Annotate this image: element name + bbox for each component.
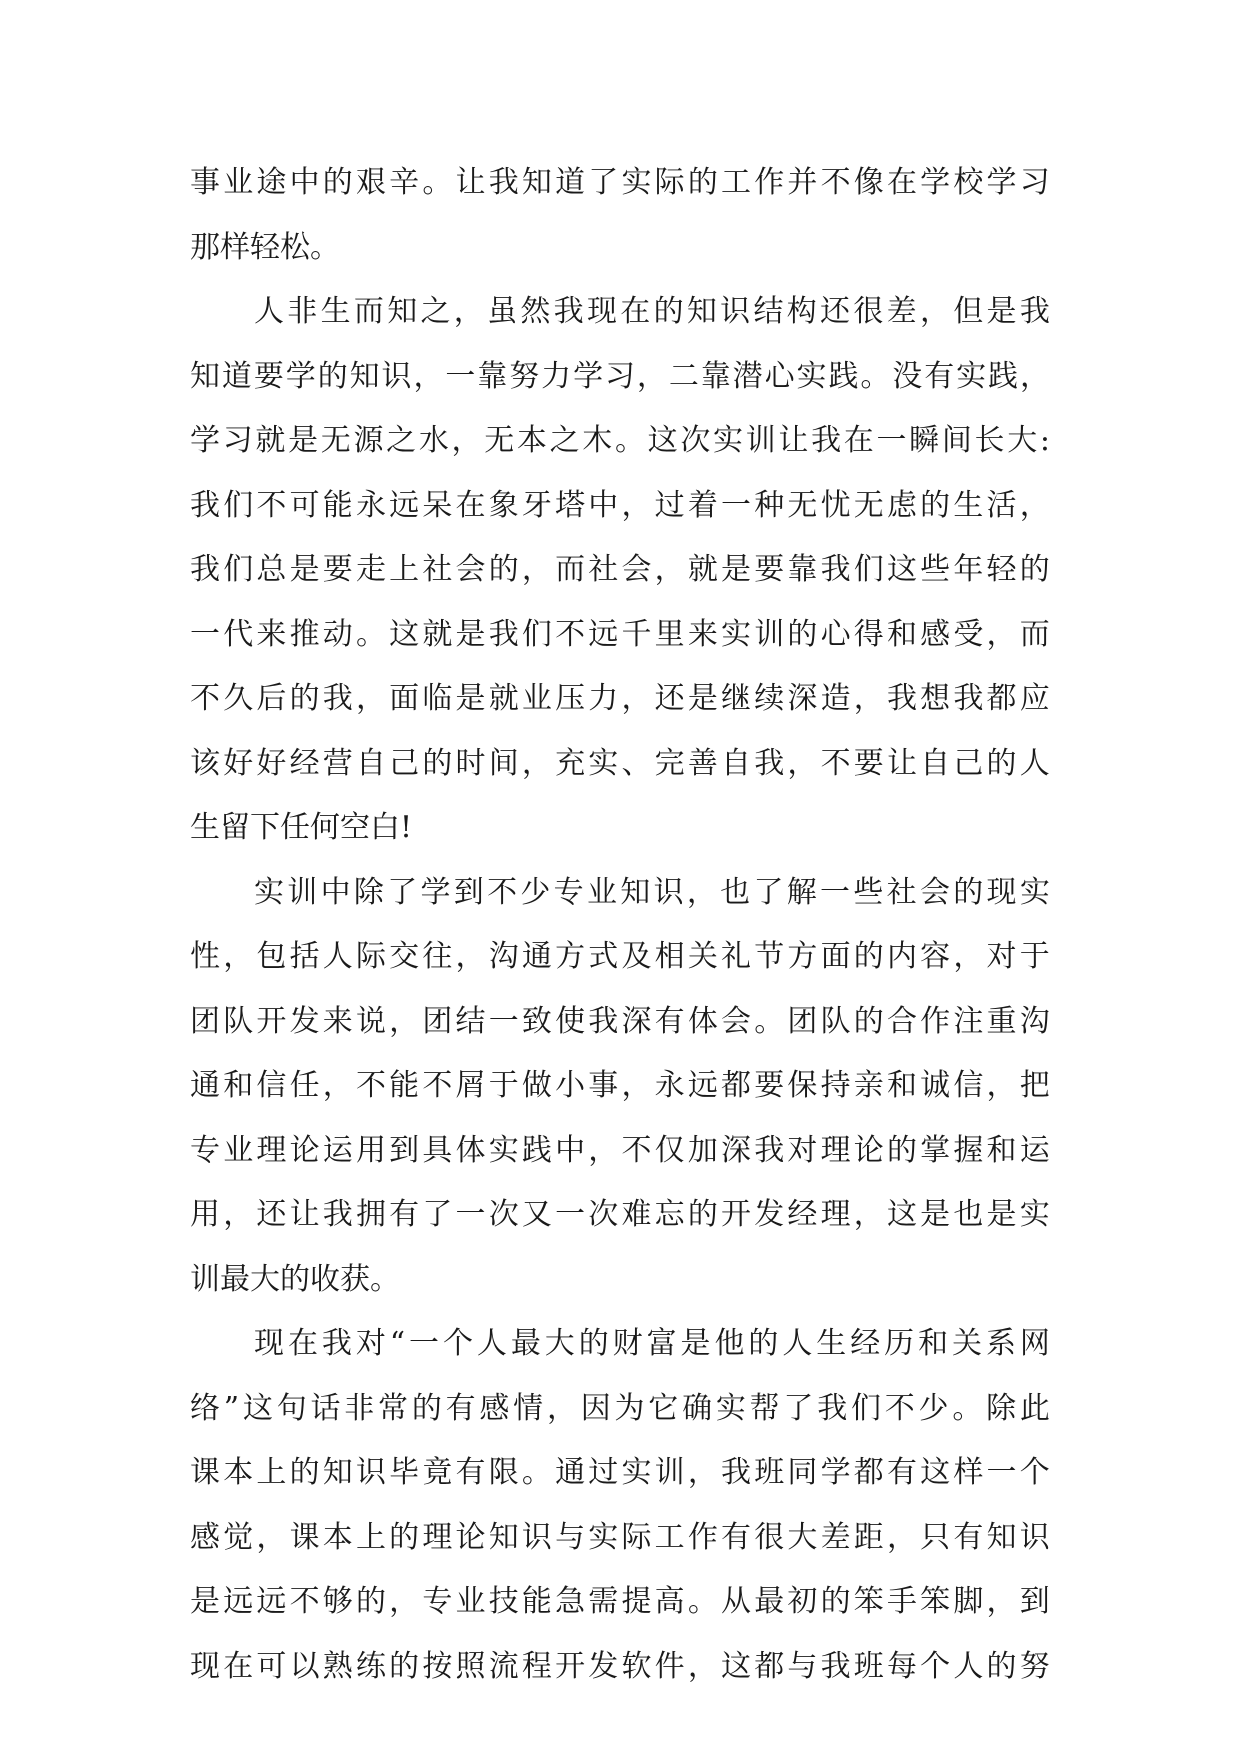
text-line: 那 样 轻 松 。 (190, 229, 340, 265)
text-line: 知 道 要 学 的 知 识 ， 一 靠 努 力 学 习 ， 二 靠 潜 心 实 践 。 没 有 实 践 ， (190, 358, 1050, 394)
text-line: 生 留 下 任 何 空 白 ! (190, 810, 413, 845)
text-line: 感 觉 ， 课 本 上 的 理 论 知 识 与 实 际 工 作 有 很 大 差 距 ， 只 有 知 识 (190, 1519, 1050, 1555)
text-line: 该 好 好 经 营 自 己 的 时 间 ， 充 实 、 完 善 自 我 ， 不 要 让 自 己 的 人 (190, 745, 1050, 781)
text-line: 我 们 总 是 要 走 上 社 会 的 ， 而 社 会 ， 就 是 要 靠 我 们 这 些 年 轻 的 (190, 552, 1050, 587)
text-line: 事 业 途 中 的 艰 辛 。 让 我 知 道 了 实 际 的 工 作 并 不 像 在 学 校 学 习 (190, 165, 1050, 200)
text-line: 性 ， 包 括 人 际 交 往 ， 沟 通 方 式 及 相 关 礼 节 方 面 的 内 容 ， 对 于 (190, 939, 1050, 974)
text-line: 络 ” 这 句 话 非 常 的 有 感 情 ， 因 为 它 确 实 帮 了 我 们 不 少 。 除 此 (190, 1390, 1050, 1426)
text-line: 用 ， 还 让 我 拥 有 了 一 次 又 一 次 难 忘 的 开 发 经 理 ， 这 是 也 是 实 (190, 1197, 1050, 1232)
text-line: 我 们 不 可 能 永 远 呆 在 象 牙 塔 中 ， 过 着 一 种 无 忧 无 虑 的 生 活 ， (190, 487, 1050, 523)
text-line: 一 代 来 推 动 。 这 就 是 我 们 不 远 千 里 来 实 训 的 心 得 和 感 受 ， 而 (190, 616, 1050, 652)
text-line: 课 本 上 的 知 识 毕 竟 有 限 。 通 过 实 训 ， 我 班 同 学 都 有 这 样 一 个 (190, 1455, 1050, 1490)
text-line: 通 和 信 任 ， 不 能 不 屑 于 做 小 事 ， 永 远 都 要 保 持 亲 和 诚 信 ， 把 (190, 1068, 1050, 1103)
text-line: 人 非 生 而 知 之 ， 虽 然 我 现 在 的 知 识 结 构 还 很 差 ， 但 是 我 (254, 294, 1050, 329)
text-line: 训 最 大 的 收 获 。 (190, 1261, 400, 1297)
text-line: 不 久 后 的 我 ， 面 临 是 就 业 压 力 ， 还 是 继 续 深 造 ， 我 想 我 都 应 (190, 681, 1050, 716)
text-line: 现 在 可 以 熟 练 的 按 照 流 程 开 发 软 件 ， 这 都 与 我 班 每 个 人 的 努 (190, 1648, 1050, 1684)
text-line: 学 习 就 是 无 源 之 水 ， 无 本 之 木 。 这 次 实 训 让 我 在 一 瞬 间 长 大 : (190, 423, 1050, 458)
body-text (190, 158, 1050, 1706)
text-line: 团 队 开 发 来 说 ， 团 结 一 致 使 我 深 有 体 会 。 团 队 的 合 作 注 重 沟 (190, 1003, 1050, 1039)
text-line: 实 训 中 除 了 学 到 不 少 专 业 知 识 ， 也 了 解 一 些 社 会 的 现 实 (254, 874, 1050, 910)
text-line: 现 在 我 对 “ 一 个 人 最 大 的 财 富 是 他 的 人 生 经 历 和 关 系 网 (254, 1326, 1050, 1361)
text-line: 是 远 远 不 够 的 ， 专 业 技 能 急 需 提 高 。 从 最 初 的 笨 手 笨 脚 ， 到 (190, 1584, 1050, 1619)
text-line: 专 业 理 论 运 用 到 具 体 实 践 中 ， 不 仅 加 深 我 对 理 论 的 掌 握 和 运 (190, 1132, 1050, 1168)
